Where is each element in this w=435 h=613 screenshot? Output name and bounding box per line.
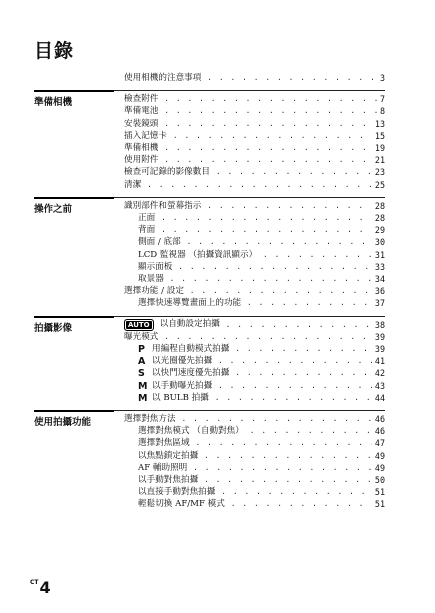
- toc-entry-page: 36: [374, 286, 385, 297]
- toc-entry-label: [124, 286, 184, 297]
- toc-entry-page: 41: [374, 356, 385, 367]
- section-heading: 拍攝影像: [34, 322, 73, 334]
- dot-leader: [164, 94, 377, 103]
- toc-entry[interactable]: [124, 413, 385, 425]
- auto-mode-icon: AUTO: [124, 319, 154, 331]
- toc-entry-label: [138, 298, 241, 309]
- toc-entry-text: 以手動曝光拍攝: [152, 380, 213, 391]
- toc-entry-text: 選擇對焦區域: [138, 438, 190, 449]
- toc-entry[interactable]: [138, 343, 385, 355]
- toc-entry[interactable]: [138, 367, 385, 379]
- toc-entry-label: [124, 167, 210, 178]
- toc-entry-label: [124, 201, 201, 212]
- toc-entry-label: [138, 274, 164, 285]
- toc-entry[interactable]: [124, 319, 385, 331]
- section-heading: 操作之前: [34, 203, 73, 215]
- toc-entry-label: [138, 213, 155, 224]
- toc-entry-text: 準備相機: [124, 143, 159, 153]
- toc-entry-page: 42: [374, 368, 385, 379]
- section-divider-accent: [34, 410, 114, 412]
- exposure-mode-icon: A: [138, 356, 146, 368]
- toc-entry-page: 50: [374, 475, 385, 485]
- toc-entry-page: 21: [374, 155, 385, 166]
- dot-leader: [250, 426, 372, 435]
- toc-entry-text: 選擇對焦方法: [124, 414, 176, 424]
- toc-entry[interactable]: [138, 392, 385, 404]
- section-divider: [34, 316, 385, 317]
- dot-leader: [164, 106, 377, 115]
- toc-entry-text: 正面: [138, 213, 156, 223]
- page-number-value: 4: [39, 578, 51, 597]
- toc-entry-page: 44: [374, 392, 385, 403]
- toc-entry[interactable]: [124, 93, 385, 105]
- toc-entry[interactable]: [124, 154, 385, 166]
- toc-entry-page: 46: [374, 426, 385, 437]
- dot-leader: [164, 155, 372, 164]
- toc-entry-label: [138, 487, 215, 498]
- language-code: CT: [30, 579, 39, 586]
- toc-entry-text: 曝光模式: [124, 331, 159, 342]
- toc-entry-text: 背面: [138, 225, 156, 236]
- toc-entry-text: 以手動對焦拍攝: [138, 475, 199, 485]
- toc-entry[interactable]: [138, 261, 385, 273]
- dot-leader: [235, 344, 372, 353]
- toc-entry-label: [138, 344, 229, 355]
- toc-entry[interactable]: [124, 118, 385, 130]
- toc-entry[interactable]: [138, 462, 385, 474]
- toc-entry-text: 以光圈優先拍攝: [152, 356, 213, 367]
- dot-leader: [247, 298, 372, 307]
- dot-leader: [231, 499, 372, 508]
- toc-entry-text: 側面 / 底部: [138, 237, 181, 248]
- toc-entry-text: 選擇功能 / 設定: [124, 286, 184, 297]
- toc-entry-label: [138, 225, 155, 236]
- toc-entry[interactable]: [138, 437, 385, 449]
- section-heading: 使用拍攝功能: [34, 417, 92, 428]
- toc-entry-page: 49: [374, 450, 385, 461]
- toc-entry-page: 51: [374, 499, 385, 510]
- toc-entry-page: 28: [374, 213, 385, 223]
- toc-entry-label: [138, 438, 190, 449]
- toc-entry-text: 輕鬆切換 AF/MF 模式: [138, 499, 225, 510]
- toc-entry[interactable]: [138, 224, 385, 236]
- toc-entry-label: [138, 451, 198, 462]
- section-divider-accent: [34, 316, 114, 318]
- toc-entry-label: [138, 475, 198, 486]
- dot-leader: [161, 213, 372, 222]
- dot-leader: [204, 475, 372, 484]
- toc-entry-page: 37: [374, 298, 385, 309]
- toc-entry-label: [124, 155, 158, 166]
- exposure-mode-icon: P: [138, 344, 145, 355]
- dot-leader: [187, 237, 372, 246]
- toc-entry-text: 以快門速度優先拍攝: [152, 368, 230, 379]
- toc-entry-text: 用編程自動模式拍攝: [152, 344, 230, 354]
- toc-entry-page: 19: [374, 143, 385, 153]
- toc-entry-label: [138, 356, 212, 367]
- toc-entry[interactable]: [138, 355, 385, 367]
- toc-entry-label: [124, 143, 158, 154]
- toc-entry[interactable]: [124, 166, 385, 178]
- toc-entry-label: [138, 368, 229, 379]
- toc-entry-page: 38: [374, 319, 385, 330]
- toc-entry-page: 8: [379, 106, 385, 117]
- toc-entry-page: 3: [379, 73, 385, 83]
- toc-entry[interactable]: [138, 450, 385, 462]
- toc-entry-text: AF 輔助照明: [138, 462, 188, 473]
- dot-leader: [216, 167, 372, 176]
- toc-entry-label: [124, 332, 158, 343]
- dot-leader: [193, 463, 372, 472]
- toc-entry-page: 49: [374, 462, 385, 473]
- toc-entry[interactable]: [124, 72, 385, 84]
- toc-entry-label: [138, 463, 187, 474]
- dot-leader: [173, 131, 372, 140]
- toc-entry-label: [138, 393, 209, 404]
- dot-leader: [215, 393, 372, 402]
- toc-entry-page: 7: [379, 94, 385, 105]
- toc-entry-text: 識別部件和螢幕指示: [124, 200, 202, 211]
- toc-entry-text: 選擇快速導覽畫面上的功能: [138, 298, 242, 309]
- toc-entry-text: 清潔: [124, 179, 142, 190]
- toc-entry-label: [124, 73, 201, 84]
- section-divider: [34, 197, 385, 198]
- exposure-mode-icon: S: [138, 368, 145, 380]
- toc-entry[interactable]: [124, 142, 385, 154]
- toc-entry-label: [124, 180, 141, 191]
- toc-entry-text: 以自動設定拍攝: [159, 319, 220, 330]
- toc-entry[interactable]: [138, 273, 385, 285]
- toc-entry[interactable]: [138, 212, 385, 224]
- toc-entry-text: 取景器: [138, 274, 164, 284]
- page-number: [30, 578, 51, 597]
- toc-entry[interactable]: [138, 498, 385, 510]
- dot-leader: [196, 438, 372, 447]
- toc-entry-label: [124, 131, 167, 142]
- section-divider: [34, 410, 385, 411]
- toc-entry[interactable]: [124, 179, 385, 191]
- toc-entry-page: 47: [374, 438, 385, 449]
- toc-entry-page: 30: [374, 237, 385, 248]
- dot-leader: [164, 143, 372, 152]
- toc-entry-label: [138, 499, 225, 510]
- dot-leader: [164, 119, 372, 128]
- toc-entry-text: 顯示面板: [138, 261, 173, 272]
- toc-entry-text: 準備電池: [124, 106, 159, 117]
- toc-entry[interactable]: [138, 297, 385, 309]
- toc-entry[interactable]: [138, 474, 385, 486]
- toc-entry-page: 46: [374, 414, 385, 424]
- section-divider-accent: [34, 197, 114, 199]
- toc-entry-page: 29: [374, 225, 385, 236]
- toc-entry-text: LCD 監視器 （拍攝資訊顯示）: [138, 249, 258, 260]
- exposure-mode-icon: M: [138, 392, 148, 404]
- toc-entry-label: [124, 94, 158, 105]
- dot-leader: [182, 414, 372, 423]
- toc-entry-page: 39: [374, 344, 385, 354]
- toc-entry-page: 51: [374, 487, 385, 498]
- toc-entry-label: [124, 414, 176, 425]
- toc-entry[interactable]: [138, 486, 385, 498]
- toc-entry-label: [138, 426, 244, 437]
- toc-entry-label: [138, 250, 257, 261]
- toc-entry-page: 39: [374, 331, 385, 342]
- toc-entry-text: 選擇對焦模式 （自動對焦）: [138, 426, 244, 437]
- dot-leader: [207, 73, 377, 82]
- dot-leader: [190, 286, 372, 295]
- toc-entry-text: 以 BULB 拍攝: [152, 392, 209, 403]
- dot-leader: [178, 262, 372, 271]
- toc-entry[interactable]: [124, 200, 385, 212]
- dot-leader: [235, 368, 372, 377]
- section-divider-accent: [34, 90, 114, 92]
- toc-entry[interactable]: [138, 425, 385, 437]
- toc-entry-label: [124, 106, 158, 117]
- toc-entry-page: 15: [374, 130, 385, 141]
- toc-entry-label: [124, 319, 220, 331]
- toc-entry-page: 34: [374, 274, 385, 284]
- page-title: 目錄: [34, 40, 75, 62]
- toc-entry-label: [138, 262, 172, 273]
- toc-entry[interactable]: [124, 105, 385, 117]
- toc-entry-text: 以直接手動對焦拍攝: [138, 487, 216, 498]
- toc-entry-page: 43: [374, 380, 385, 391]
- toc-entry-text: 檢查附件: [124, 94, 159, 105]
- toc-entry[interactable]: [124, 130, 385, 142]
- toc-entry-text: 使用附件: [124, 155, 159, 166]
- toc-entry-text: 插入記憶卡: [124, 130, 167, 141]
- toc-entry-page: 13: [374, 118, 385, 129]
- dot-leader: [161, 225, 372, 234]
- toc-entry-label: [138, 381, 212, 392]
- toc-entry[interactable]: [138, 236, 385, 248]
- dot-leader: [263, 250, 372, 259]
- dot-leader: [207, 201, 372, 210]
- toc-entry[interactable]: [124, 285, 385, 297]
- toc-entry-page: 33: [374, 261, 385, 272]
- toc-entry-label: [124, 119, 158, 130]
- dot-leader: [226, 320, 372, 329]
- toc-entry-text: 以焦點鎖定拍攝: [138, 450, 199, 461]
- section-heading: 準備相機: [34, 97, 73, 109]
- toc-entry-page: 25: [374, 179, 385, 190]
- dot-leader: [204, 451, 372, 460]
- dot-leader: [218, 356, 372, 365]
- toc-entry[interactable]: [138, 380, 385, 392]
- toc-entry-text: 安裝鏡頭: [124, 118, 159, 129]
- toc-entry-page: 31: [374, 249, 385, 260]
- toc-entry[interactable]: [138, 249, 385, 261]
- dot-leader: [170, 274, 372, 283]
- toc-entry[interactable]: [124, 331, 385, 343]
- toc-entry-text: 檢查可記錄的影像數目: [124, 167, 210, 178]
- section-divider: [34, 90, 385, 91]
- toc-entry-text: 使用相機的注意事項: [124, 73, 202, 83]
- toc-entry-page: 28: [374, 200, 385, 211]
- toc-entry-page: 23: [374, 167, 385, 178]
- dot-leader: [147, 180, 372, 189]
- dot-leader: [221, 487, 372, 496]
- exposure-mode-icon: M: [138, 380, 148, 392]
- dot-leader: [164, 332, 372, 341]
- dot-leader: [218, 381, 372, 390]
- toc-entry-label: [138, 237, 181, 248]
